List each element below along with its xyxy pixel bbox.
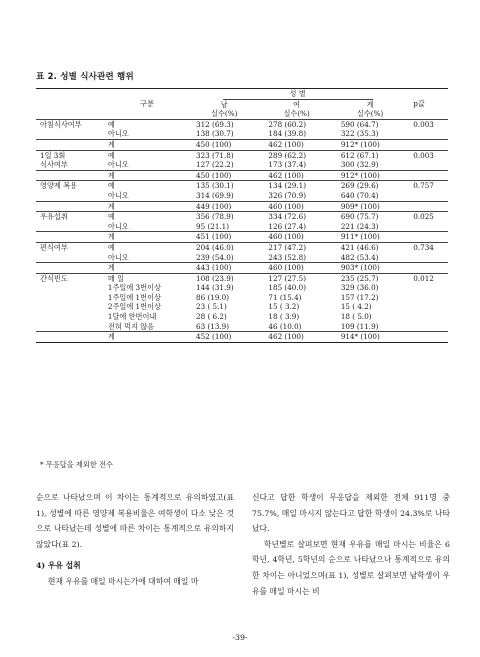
- table-row: [36, 129, 448, 139]
- sum-label: 계: [104, 232, 188, 243]
- table-row: [36, 302, 448, 312]
- header-pvalue: p값: [407, 89, 448, 120]
- header-total: 계: [366, 99, 374, 109]
- male-value: 314 (69.9): [196, 190, 234, 200]
- header-sex: 성 별: [223, 89, 373, 100]
- response-label: 아니오: [107, 252, 129, 262]
- p-value: 0.757: [407, 181, 448, 191]
- total-sum: 903* (100): [333, 263, 407, 274]
- sum-label: 계: [104, 263, 188, 274]
- response-label: 아니오: [107, 190, 129, 200]
- response-label: 예: [104, 212, 188, 222]
- female-sum: 462 (100): [260, 332, 332, 343]
- total-value: 690 (75.7): [333, 212, 407, 222]
- female-value: 126 (27.4): [268, 221, 307, 231]
- total-value: 612 (67.1): [333, 150, 407, 160]
- response-label: 예: [104, 150, 188, 160]
- response-label: 1주일에 1번이상: [107, 292, 161, 302]
- female-value: 185 (40.0): [268, 283, 307, 293]
- group-label-line2: 식사여부: [40, 160, 68, 170]
- total-value: 235 (25.7): [333, 273, 407, 283]
- table-sum-row: [36, 232, 448, 243]
- response-label: 아니오: [107, 221, 129, 231]
- female-value: 127 (27.5): [260, 273, 332, 283]
- response-label: 전혀 먹지 않음: [107, 321, 155, 331]
- table-sum-row: [36, 201, 448, 212]
- table-row: [36, 312, 448, 322]
- table-sum-row: [36, 263, 448, 274]
- response-label: 아니오: [107, 160, 129, 170]
- p-value: 0.025: [407, 212, 448, 222]
- male-sum: 451 (100): [188, 232, 260, 243]
- male-value: 95 (21.1): [196, 221, 230, 231]
- female-value: 334 (72.6): [260, 212, 332, 222]
- table-row: [36, 191, 448, 201]
- female-value: 184 (39.8): [268, 129, 307, 139]
- header-unit-total: 실수(%): [333, 109, 407, 119]
- table-sum-row: [36, 139, 448, 150]
- total-value: 322 (35.3): [340, 129, 379, 139]
- female-value: 134 (29.1): [260, 181, 332, 191]
- female-sum: 462 (100): [260, 139, 332, 150]
- female-sum: 460 (100): [260, 201, 332, 212]
- table-row: [36, 181, 448, 191]
- response-label: 예: [104, 181, 188, 191]
- body-column-right: [252, 490, 450, 599]
- response-label: 1달에 한번이내: [107, 312, 157, 322]
- table-sum-row: [36, 332, 448, 343]
- group-label: 우유섭취: [36, 212, 104, 222]
- response-label: 예: [104, 242, 188, 252]
- table-row: [36, 322, 448, 332]
- total-value: 421 (46.6): [333, 242, 407, 252]
- male-value: 127 (22.2): [196, 160, 234, 170]
- header-unit-male: 실수(%): [188, 109, 260, 119]
- female-value: 71 (15.4): [268, 292, 302, 302]
- group-label: 간식빈도: [36, 273, 104, 283]
- male-value: 312 (69.3): [188, 119, 260, 129]
- total-sum: 912* (100): [333, 170, 407, 181]
- male-value: 23 ( 5.1): [196, 302, 227, 312]
- header-female: 여: [293, 99, 301, 109]
- total-sum: 911* (100): [333, 232, 407, 243]
- page-number: -39-: [232, 633, 248, 642]
- p-value: 0.734: [407, 242, 448, 252]
- p-value: 0.003: [407, 150, 448, 160]
- survey-table: [36, 88, 448, 343]
- male-value: 144 (31.9): [196, 283, 234, 293]
- table-row: [36, 293, 448, 303]
- table-footnote: * 무응답을 제외한 전수: [40, 460, 113, 469]
- table-row: [36, 212, 448, 222]
- male-value: 28 ( 6.2): [196, 312, 227, 322]
- male-sum: 450 (100): [188, 139, 260, 150]
- header-unit-female: 실수(%): [260, 109, 332, 119]
- female-value: 217 (47.2): [260, 242, 332, 252]
- total-value: 221 (24.3): [340, 221, 379, 231]
- table-row: [36, 150, 448, 160]
- female-value: 18 ( 3.9): [268, 312, 300, 322]
- paragraph: 순으로 나타났으며 이 차이는 통계적으로 유의하였고(표 1), 성별에 따른 영양제 복용비율은 여학생이 다소 낮은 것으로 나타났는데 성별에 따른 차이는 통계적으로 유의하지 않았다(표 2).: [36, 493, 234, 549]
- header-male: 남: [220, 99, 228, 109]
- female-value: 46 (10.0): [268, 321, 302, 331]
- total-value: 329 (36.0): [340, 283, 379, 293]
- male-value: 86 (19.0): [196, 292, 230, 302]
- group-label: 편식여부: [36, 242, 104, 252]
- group-label: 영양제 복용: [36, 181, 104, 191]
- male-value: 63 (13.9): [196, 321, 230, 331]
- group-label: 아침식사여부: [36, 119, 104, 129]
- table-row: [36, 119, 448, 129]
- group-label: 1일 3회: [36, 150, 104, 160]
- female-value: 326 (70.9): [268, 190, 307, 200]
- female-sum: 460 (100): [260, 232, 332, 243]
- total-sum: 914* (100): [333, 332, 407, 343]
- total-value: 157 (17.2): [340, 292, 379, 302]
- table-row: [36, 222, 448, 232]
- male-value: 239 (54.0): [196, 252, 234, 262]
- male-sum: 450 (100): [188, 170, 260, 181]
- male-value: 138 (30.7): [196, 129, 234, 139]
- table-title: 표 2. 성별 식사관련 행위: [36, 72, 134, 82]
- paragraph: 현재 우유를 매일 마시는가에 대하여 매일 마: [48, 576, 199, 586]
- male-value: 323 (71.8): [188, 150, 260, 160]
- sum-label: 계: [104, 332, 188, 343]
- male-sum: 452 (100): [188, 332, 260, 343]
- response-label: 아니오: [107, 129, 129, 139]
- table-row: [36, 160, 448, 170]
- response-label: 매 일: [104, 273, 188, 283]
- total-value: 18 ( 5.0): [340, 312, 372, 322]
- table-row: [36, 242, 448, 252]
- table-row: [36, 283, 448, 293]
- female-sum: 462 (100): [260, 170, 332, 181]
- response-label: 예: [104, 119, 188, 129]
- male-value: 356 (78.9): [188, 212, 260, 222]
- total-value: 590 (64.7): [333, 119, 407, 129]
- table-sum-row: [36, 170, 448, 181]
- table-row: [36, 273, 448, 283]
- section-heading: 4) 우유 섭취: [36, 561, 81, 571]
- male-sum: 449 (100): [188, 201, 260, 212]
- male-value: 108 (23.9): [188, 273, 260, 283]
- female-value: 243 (52.8): [268, 252, 307, 262]
- total-value: 640 (70.4): [340, 190, 379, 200]
- response-label: 1주일에 3번이상: [107, 283, 161, 293]
- total-sum: 909* (100): [333, 201, 407, 212]
- total-value: 269 (29.6): [333, 181, 407, 191]
- male-sum: 443 (100): [188, 263, 260, 274]
- male-value: 204 (46.0): [188, 242, 260, 252]
- female-value: 173 (37.4): [268, 160, 307, 170]
- female-value: 278 (60.2): [260, 119, 332, 129]
- p-value: 0.012: [407, 273, 448, 283]
- paragraph: 신다고 답한 학생이 무응답을 제외한 전체 911명 중 75.7%, 매일 마시지 않는다고 답한 학생이 24.3%로 나타났다.: [252, 493, 450, 534]
- female-value: 15 ( 3.2): [268, 302, 300, 312]
- total-sum: 912* (100): [333, 139, 407, 150]
- sum-label: 계: [104, 170, 188, 181]
- total-value: 15 ( 4.2): [340, 302, 372, 312]
- total-value: 482 (53.4): [340, 252, 379, 262]
- total-value: 300 (32.9): [340, 160, 379, 170]
- response-label: 2주일에 1번이상: [107, 302, 161, 312]
- header-gubun: 구분: [104, 89, 188, 120]
- female-value: 289 (62.2): [260, 150, 332, 160]
- male-value: 135 (30.1): [188, 181, 260, 191]
- p-value: 0.003: [407, 119, 448, 129]
- sum-label: 계: [104, 139, 188, 150]
- sum-label: 계: [104, 201, 188, 212]
- total-value: 109 (11.9): [340, 321, 379, 331]
- paragraph: 학년별로 살펴보면 현재 우유를 매일 마시는 비율은 6학년, 4학년, 5학년의 순으로 나타났으나 통계적으로 유의한 차이는 아니었으며(표 1), 성별로 살펴보면 남학생이 우유를 매일 마시는 비: [252, 539, 450, 596]
- body-column-left: [36, 490, 234, 590]
- female-sum: 460 (100): [260, 263, 332, 274]
- table-row: [36, 253, 448, 263]
